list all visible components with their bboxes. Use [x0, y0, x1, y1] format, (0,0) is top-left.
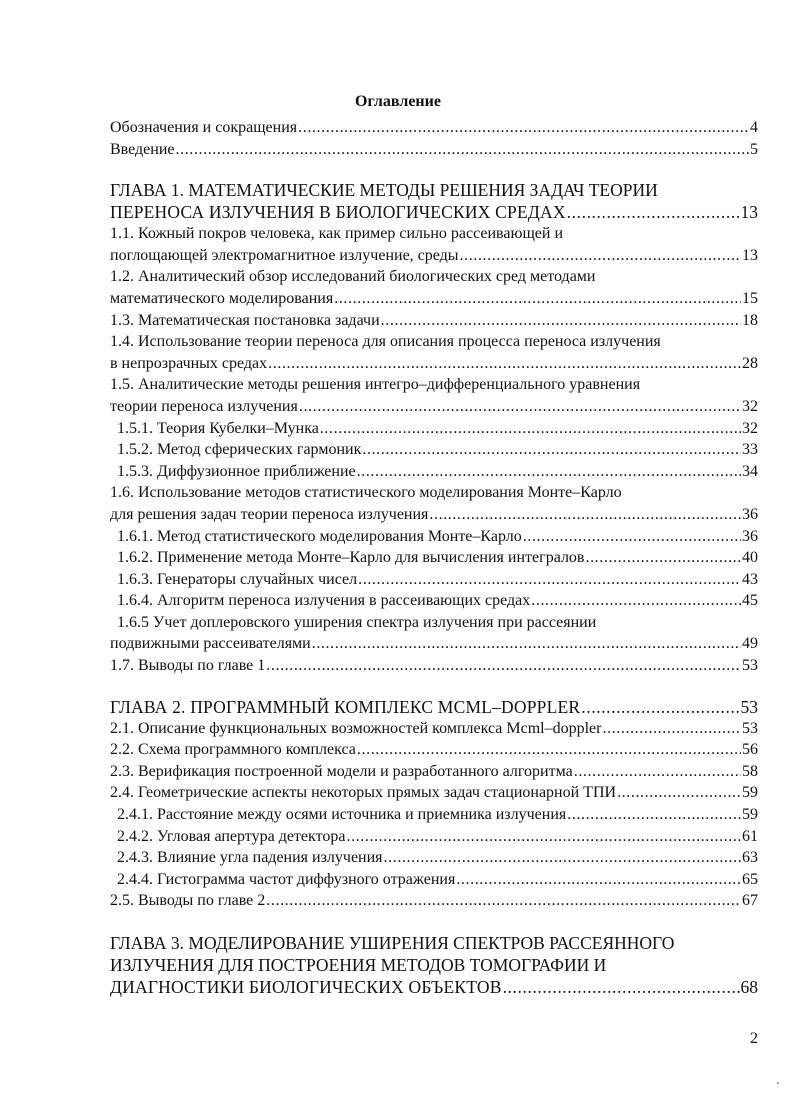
toc-page-number: 4 — [750, 119, 758, 136]
toc-entry-text: 1.6.1. Метод статистического моделирования Монте–Карло — [117, 527, 522, 545]
toc-entry-chapter-3 — [110, 932, 758, 998]
toc-entry-text: подвижными рассеивателями — [110, 635, 311, 653]
toc-entry-text: ПЕРЕНОСА ИЗЛУЧЕНИЯ В БИОЛОГИЧЕСКИХ СРЕДАХ — [110, 202, 566, 223]
toc-entry-text: 2.1. Описание функциональных возможностей комплекса Mcml–doppler — [110, 719, 602, 737]
toc-entry-line: 1.1. Кожный покров человека, как пример сильно рассеивающей и — [110, 225, 563, 243]
dot-leader — [585, 547, 741, 569]
toc-entry-chapter-1 — [110, 179, 758, 223]
dot-leader — [503, 976, 740, 998]
dot-leader — [268, 353, 741, 375]
dot-leader — [531, 590, 741, 612]
toc-entry-1-4 — [110, 331, 758, 374]
toc-entry-1-2 — [110, 266, 758, 309]
toc-page-number: 59 — [742, 784, 758, 802]
dot-leader — [602, 718, 741, 740]
toc-entry-introduction — [110, 139, 758, 161]
dot-leader — [357, 461, 741, 483]
toc-entry-text: 2.4.1. Расстояние между осями источника и приемника излучения — [117, 806, 567, 824]
table-of-contents — [110, 117, 758, 998]
toc-entry-text: 2.4.2. Угловая апертура детектора — [117, 827, 346, 845]
toc-page-number: 68 — [740, 977, 758, 997]
toc-entry-1-5-3 — [110, 461, 758, 483]
toc-entry-2-4-1 — [110, 804, 758, 826]
toc-entry-text: 2.4.4. Гистограмма частот диффузного отражения — [117, 870, 456, 888]
toc-page-number: 56 — [742, 741, 758, 759]
toc-page-number: 13 — [740, 202, 758, 223]
toc-page-number: 15 — [742, 289, 758, 307]
toc-entry-line: 1.6.5 Учет доплеровского уширения спектра излучения при рассеянии — [117, 613, 597, 631]
toc-page-number: 65 — [742, 870, 758, 888]
toc-entry-text: 2.4. Геометрические аспекты некоторых прямых задач стационарной ТПИ — [110, 784, 617, 802]
dot-leader — [567, 804, 741, 826]
scan-speck — [777, 1082, 779, 1084]
toc-entry-text: ГЛАВА 2. ПРОГРАММНЫЙ КОМПЛЕКС MCML–DOPPLER — [110, 696, 581, 717]
toc-page-number: 40 — [742, 549, 758, 567]
toc-entry-text: Введение — [110, 140, 175, 158]
toc-entry-2-4 — [110, 782, 758, 804]
page-title: Оглавление — [355, 93, 441, 110]
toc-entry-text: в непрозрачных средах — [110, 354, 268, 372]
toc-entry-text: 2.2. Схема программного комплекса — [110, 741, 356, 759]
toc-entry-text: 1.5.2. Метод сферических гармоник — [117, 441, 362, 459]
dot-leader — [381, 310, 741, 332]
dot-leader — [617, 782, 741, 804]
toc-entry-line: 1.5. Аналитические методы решения интегро–дифференциального уравнения — [110, 376, 641, 394]
dot-leader — [357, 739, 741, 761]
dot-leader — [346, 826, 741, 848]
toc-entry-text: для решения задач теории переноса излучения — [110, 505, 429, 523]
toc-entry-text: 2.5. Выводы по главе 2 — [110, 892, 266, 910]
dot-leader — [299, 396, 741, 418]
toc-entry-text: теории переноса излучения — [110, 397, 298, 415]
toc-page-number: 67 — [742, 892, 758, 910]
toc-entry-text: 1.6.3. Генераторы случайных чисел — [117, 570, 358, 588]
toc-entry-text: 1.7. Выводы по главе 1 — [110, 657, 266, 675]
toc-page-number: 34 — [742, 462, 758, 480]
toc-entry-1-6-4 — [110, 590, 758, 612]
toc-entry-text: 2.3. Верификация построенной модели и разработанного алгоритма — [110, 762, 573, 780]
toc-page-number: 53 — [742, 719, 758, 737]
toc-entry-line: ИЗЛУЧЕНИЯ ДЛЯ ПОСТРОЕНИЯ МЕТОДОВ ТОМОГРАФИИ И — [110, 955, 607, 975]
toc-entry-text: ДИАГНОСТИКИ БИОЛОГИЧЕСКИХ ОБЪЕКТОВ — [110, 977, 502, 997]
toc-page-number: 32 — [742, 397, 758, 415]
toc-entry-1-6-5 — [110, 612, 758, 655]
toc-entry-1-6-3 — [110, 569, 758, 591]
toc-page-number: 58 — [742, 762, 758, 780]
toc-entry-text: 1.3. Математическая постановка задачи — [110, 311, 380, 329]
dot-leader — [581, 696, 739, 718]
toc-entry-text: 1.5.3. Диффузионное приближение — [117, 462, 356, 480]
dot-leader — [460, 245, 741, 267]
toc-page-number: 61 — [742, 827, 758, 845]
dot-leader — [574, 761, 741, 783]
toc-entry-line: 1.6. Использование методов статистического моделирования Монте–Карло — [110, 484, 622, 502]
toc-page-number: 53 — [740, 696, 758, 717]
dot-leader — [523, 526, 741, 548]
toc-page-number: 32 — [742, 419, 758, 437]
dot-leader — [384, 847, 741, 869]
toc-page-number: 33 — [742, 441, 758, 459]
toc-entry-text: поглощающей электромагнитное излучение, среды — [110, 246, 459, 264]
toc-page-number: 59 — [742, 806, 758, 824]
toc-page-number: 18 — [742, 311, 758, 329]
toc-entry-1-6 — [110, 482, 758, 525]
toc-entry-2-1 — [110, 718, 758, 740]
toc-entry-2-4-4 — [110, 869, 758, 891]
dot-leader — [567, 201, 740, 223]
toc-entry-1-6-2 — [110, 547, 758, 569]
page-number: 2 — [750, 1030, 758, 1047]
toc-page-number: 28 — [742, 354, 758, 372]
toc-page-number: 13 — [742, 246, 758, 264]
dot-leader — [320, 418, 741, 440]
toc-entry-2-3 — [110, 761, 758, 783]
dot-leader — [334, 288, 741, 310]
toc-entry-1-7 — [110, 655, 758, 677]
toc-entry-line: ГЛАВА 3. МОДЕЛИРОВАНИЕ УШИРЕНИЯ СПЕКТРОВ РАССЕЯННОГО — [110, 933, 675, 953]
toc-page-number: 36 — [742, 527, 758, 545]
toc-page-number: 63 — [742, 849, 758, 867]
toc-entry-line: 1.2. Аналитический обзор исследований биологических сред методами — [110, 268, 596, 286]
toc-entry-text: 1.6.2. Применение метода Монте–Карло для вычисления интегралов — [117, 549, 585, 567]
toc-entry-2-2 — [110, 739, 758, 761]
toc-entry-1-6-1 — [110, 526, 758, 548]
toc-entry-2-5 — [110, 890, 758, 912]
toc-page-number: 53 — [742, 657, 758, 675]
toc-page-number: 49 — [742, 635, 758, 653]
dot-leader — [429, 504, 741, 526]
toc-entry-1-5 — [110, 374, 758, 417]
dot-leader — [298, 117, 749, 139]
toc-page-number: 5 — [750, 140, 758, 158]
toc-entry-1-1 — [110, 223, 758, 266]
toc-entry-notation — [110, 117, 758, 139]
toc-entry-text: 1.6.4. Алгоритм переноса излучения в рассеивающих средах — [117, 592, 531, 610]
toc-entry-text: 2.4.3. Влияние угла падения излучения — [117, 849, 383, 867]
toc-entry-line: 1.4. Использование теории переноса для описания процесса переноса излучения — [110, 333, 661, 351]
toc-entry-text: 1.5.1. Теория Кубелки–Мунка — [117, 419, 319, 437]
dot-leader — [312, 633, 741, 655]
toc-entry-1-5-1 — [110, 418, 758, 440]
dot-leader — [176, 139, 750, 161]
dot-leader — [456, 869, 741, 891]
toc-entry-2-4-3 — [110, 847, 758, 869]
toc-page-number: 36 — [742, 505, 758, 523]
toc-entry-line: ГЛАВА 1. МАТЕМАТИЧЕСКИЕ МЕТОДЫ РЕШЕНИЯ ЗАДАЧ ТЕОРИИ — [110, 180, 658, 201]
toc-page-number: 45 — [742, 592, 758, 610]
toc-entry-chapter-2 — [110, 696, 758, 718]
toc-entry-2-4-2 — [110, 826, 758, 848]
toc-entry-1-5-2 — [110, 439, 758, 461]
dot-leader — [266, 655, 741, 677]
dot-leader — [358, 569, 741, 591]
dot-leader — [266, 890, 741, 912]
toc-page-number: 43 — [742, 570, 758, 588]
toc-entry-1-3 — [110, 310, 758, 332]
toc-entry-text: Обозначения и сокращения — [110, 119, 298, 136]
toc-entry-text: математического моделирования — [110, 289, 334, 307]
dot-leader — [362, 439, 741, 461]
